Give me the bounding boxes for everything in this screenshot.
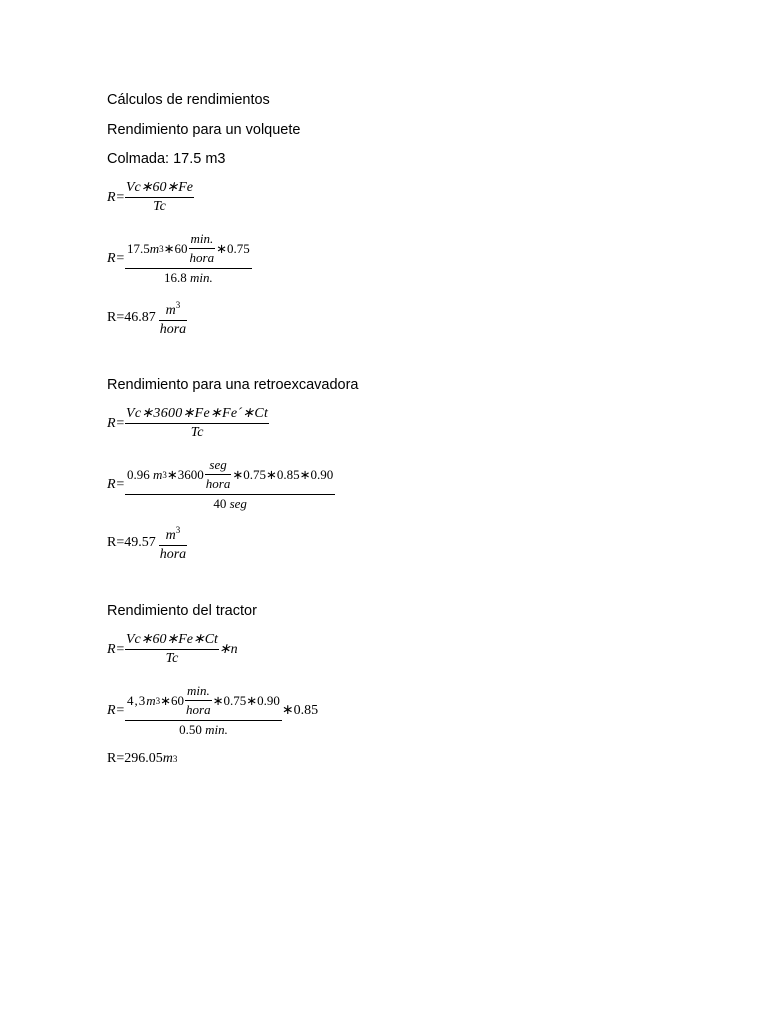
fraction-numerator: Vc∗3600∗Fe∗Fe´∗Ct bbox=[125, 406, 269, 424]
fraction-denominator bbox=[125, 495, 335, 512]
equation-retro-substitution bbox=[107, 457, 335, 512]
num-value: 0.96 bbox=[127, 466, 150, 482]
multiplier: ∗60 bbox=[160, 692, 185, 708]
fraction-denominator: Tc bbox=[165, 651, 179, 666]
fraction-denominator: Tc bbox=[153, 199, 166, 214]
inner-denominator: hora bbox=[205, 476, 231, 491]
unit-denominator: hora bbox=[159, 547, 187, 562]
fraction-numerator bbox=[125, 231, 252, 269]
unit: m bbox=[162, 751, 173, 766]
section-heading-retroexcavadora: Rendimiento para una retroexcavadora bbox=[107, 377, 359, 393]
fraction-numerator: Vc∗60∗Fe∗Ct bbox=[125, 632, 219, 650]
den-value: 0.50 bbox=[179, 722, 202, 737]
unit-fraction bbox=[159, 522, 187, 563]
fraction-numerator bbox=[125, 457, 335, 495]
unit: m bbox=[153, 466, 163, 482]
unit-denominator: hora bbox=[159, 322, 187, 337]
inner-denominator: hora bbox=[189, 250, 215, 265]
fraction bbox=[125, 683, 282, 738]
inner-denominator: hora bbox=[186, 702, 211, 717]
exponent: 3 bbox=[175, 300, 181, 310]
exponent: 3 bbox=[155, 695, 161, 706]
num-post: ∗0.75∗0.85∗0.90 bbox=[232, 466, 334, 482]
equation-post: ∗0.85 bbox=[281, 702, 319, 718]
fraction bbox=[125, 406, 269, 441]
fraction-denominator: Tc bbox=[190, 425, 204, 440]
equation-retro-result bbox=[107, 522, 187, 563]
document-title: Cálculos de rendimientos bbox=[107, 92, 270, 108]
fraction-denominator bbox=[125, 269, 252, 286]
equation-post: ∗n bbox=[218, 641, 238, 657]
den-unit: seg bbox=[229, 496, 247, 511]
section-heading-tractor: Rendimiento del tractor bbox=[107, 603, 257, 619]
den-value: 16.8 bbox=[164, 270, 187, 285]
equation-lhs: R= bbox=[107, 476, 125, 492]
equation-volquete-substitution bbox=[107, 231, 252, 286]
result-value: R=46.87 bbox=[107, 309, 156, 325]
equation-volquete-result bbox=[107, 297, 187, 338]
unit: m bbox=[165, 303, 176, 318]
equation-tractor-formula bbox=[107, 632, 238, 667]
unit: m bbox=[165, 528, 176, 543]
num-value: 4,3 bbox=[127, 692, 147, 708]
equation-tractor-result bbox=[107, 751, 177, 767]
section-heading-volquete: Rendimiento para un volquete bbox=[107, 122, 301, 138]
inner-fraction bbox=[205, 457, 232, 492]
unit: m bbox=[146, 692, 156, 708]
fraction bbox=[125, 632, 219, 667]
den-value: 40 bbox=[213, 496, 227, 511]
num-post: ∗0.75 bbox=[216, 240, 250, 256]
equation-retro-formula bbox=[107, 406, 269, 441]
fraction bbox=[125, 180, 194, 215]
exponent: 3 bbox=[159, 243, 164, 254]
section-subheading-colmada: Colmada: 17.5 m3 bbox=[107, 151, 226, 167]
unit-fraction bbox=[159, 297, 187, 338]
equation-lhs: R= bbox=[107, 189, 125, 205]
equation-lhs: R= bbox=[107, 702, 125, 718]
equation-lhs: R= bbox=[107, 250, 125, 266]
unit-numerator bbox=[159, 297, 187, 321]
multiplier: ∗60 bbox=[163, 240, 188, 256]
result-value: R=49.57 bbox=[107, 534, 156, 550]
den-unit: min. bbox=[205, 722, 228, 737]
equation-lhs: R= bbox=[107, 641, 125, 657]
equation-volquete-formula bbox=[107, 180, 194, 215]
unit-numerator bbox=[159, 522, 187, 546]
inner-fraction bbox=[189, 231, 216, 266]
fraction bbox=[125, 231, 252, 286]
num-post: ∗0.75∗0.90 bbox=[212, 692, 280, 708]
multiplier: ∗3600 bbox=[166, 466, 204, 482]
equation-lhs: R= bbox=[107, 415, 125, 431]
inner-numerator: seg bbox=[205, 457, 232, 475]
den-unit: min. bbox=[190, 270, 213, 285]
exponent: 3 bbox=[162, 469, 167, 480]
unit: m bbox=[149, 240, 160, 256]
fraction-numerator bbox=[125, 683, 282, 721]
equation-tractor-substitution bbox=[107, 683, 318, 738]
num-value: 17.5 bbox=[127, 240, 150, 256]
result-value: R=296.05 bbox=[107, 751, 163, 766]
exponent: 3 bbox=[175, 525, 181, 535]
inner-numerator: min. bbox=[185, 683, 212, 701]
fraction bbox=[125, 457, 335, 512]
inner-numerator: min. bbox=[189, 231, 216, 249]
inner-fraction bbox=[185, 683, 212, 718]
fraction-denominator bbox=[125, 721, 282, 738]
exponent: 3 bbox=[172, 754, 178, 764]
fraction-numerator: Vc∗60∗Fe bbox=[125, 180, 194, 198]
